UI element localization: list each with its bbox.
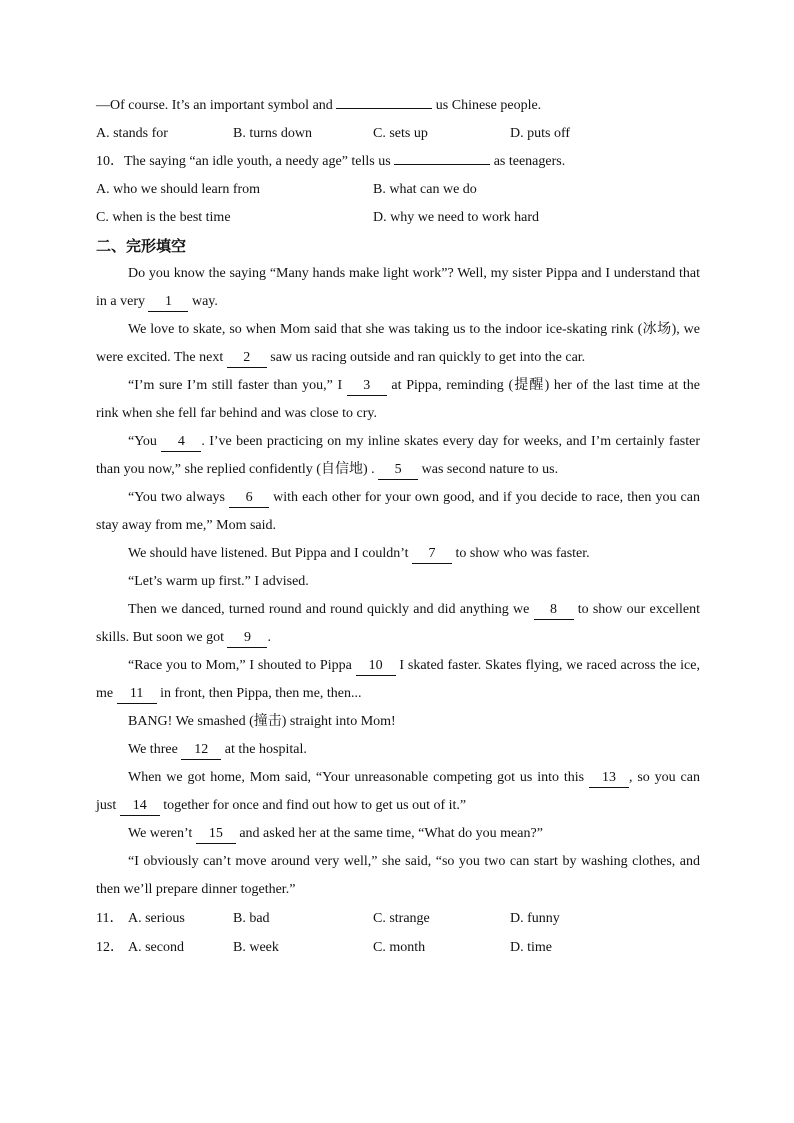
passage-paragraph-11	[96, 736, 700, 764]
cloze-blank-13[interactable]: 13	[589, 769, 629, 788]
passage-text: When we got home, Mom said, “Your unreasonable competing got us into this	[128, 770, 589, 785]
cloze-blank-15[interactable]: 15	[196, 825, 236, 844]
q12-options	[96, 933, 700, 962]
passage-paragraph-10	[96, 708, 700, 736]
cloze-blank-6[interactable]: 6	[229, 489, 269, 508]
q11-option-c[interactable]: C. strange	[373, 911, 430, 926]
q9-options	[96, 120, 700, 148]
q9-option-b[interactable]: B. turns down	[233, 126, 312, 141]
cloze-blank-10[interactable]: 10	[356, 657, 396, 676]
passage-paragraph-7	[96, 568, 700, 596]
passage-text: with each other for your own good, and if you decide to race, then you can stay away from me,” Mom said.	[96, 490, 700, 533]
q9-option-a[interactable]: A. stands for	[96, 126, 168, 141]
q10-blank[interactable]	[394, 149, 490, 165]
q12-option-a[interactable]: A. second	[128, 940, 184, 955]
passage-text: “I obviously can’t move around very well,” she said, “so you two can start by washing clothes, and then we’ll prepare dinner together.”	[96, 854, 700, 897]
passage-text: way.	[188, 294, 218, 309]
passage-text: .	[267, 630, 271, 645]
passage-text: “You two always	[128, 490, 230, 505]
passage-text: , so you can just	[96, 770, 700, 813]
passage-paragraph-6	[96, 540, 700, 568]
passage-text: “I’m sure I’m still faster than you,” I	[128, 378, 347, 393]
q10-question	[96, 148, 700, 176]
cloze-blank-11[interactable]: 11	[117, 685, 157, 704]
passage-text: We three	[128, 742, 182, 757]
q11-number: 11．	[96, 911, 124, 926]
passage-text: together for once and find out how to get us out of it.”	[159, 798, 467, 813]
passage-text: . I’ve been practicing on my inline skates every day for weeks, and I’m certainly faster than you now,” she replied confidently (自信地) .	[96, 434, 700, 477]
q11-option-d[interactable]: D. funny	[510, 911, 560, 926]
cloze-blank-5[interactable]: 5	[378, 461, 418, 480]
cloze-blank-3[interactable]: 3	[347, 377, 387, 396]
passage-text: We love to skate, so when Mom said that she was taking us to the indoor ice-skating rink (冰场), we were excited. The next	[96, 322, 700, 365]
cloze-blank-12[interactable]: 12	[181, 741, 221, 760]
passage-text: “Race you to Mom,” I shouted to Pippa	[128, 658, 356, 673]
cloze-blank-2[interactable]: 2	[227, 349, 267, 368]
passage-paragraph-8	[96, 596, 700, 652]
q12-option-b[interactable]: B. week	[233, 940, 279, 955]
cloze-blank-4[interactable]: 4	[161, 433, 201, 452]
passage-text: BANG! We smashed (撞击) straight into Mom!	[128, 714, 396, 729]
passage-text: We weren’t	[128, 826, 196, 841]
passage-text: to show who was faster.	[452, 546, 590, 561]
q10-options-row2	[96, 204, 700, 232]
q11-options	[96, 904, 700, 933]
q11-option-a[interactable]: A. serious	[128, 911, 185, 926]
cloze-blank-7[interactable]: 7	[412, 545, 452, 564]
passage-paragraph-9	[96, 652, 700, 708]
q10-option-c[interactable]: C. when is the best time	[96, 210, 231, 225]
cloze-blank-1[interactable]: 1	[148, 293, 188, 312]
passage-text: in front, then Pippa, then me, then...	[156, 686, 362, 701]
passage-paragraph-4	[96, 428, 700, 484]
q10-option-b[interactable]: B. what can we do	[373, 182, 477, 197]
q10-option-d[interactable]: D. why we need to work hard	[373, 210, 540, 225]
q9-option-c[interactable]: C. sets up	[373, 126, 428, 141]
q9-answer-line	[96, 92, 700, 120]
passage-text: at the hospital.	[221, 742, 307, 757]
q10-text-before: The saying “an idle youth, a needy age” tells us	[124, 154, 395, 169]
passage-paragraph-14	[96, 848, 700, 904]
passage-paragraph-5	[96, 484, 700, 540]
passage-paragraph-3	[96, 372, 700, 428]
q9-blank[interactable]	[336, 93, 432, 109]
passage-text: at Pippa, reminding (提醒) her of the last time at the rink when she fell far behind and was close to cry.	[96, 378, 700, 421]
q10-number: 10．	[96, 154, 124, 169]
passage-paragraph-12	[96, 764, 700, 820]
passage-paragraph-13	[96, 820, 700, 848]
passage-text: “You	[128, 434, 162, 449]
q9-option-d[interactable]: D. puts off	[510, 126, 571, 141]
passage-text: and asked her at the same time, “What do you mean?”	[235, 826, 543, 841]
q11-option-b[interactable]: B. bad	[233, 911, 270, 926]
cloze-blank-9[interactable]: 9	[227, 629, 267, 648]
passage-text: We should have listened. But Pippa and I couldn’t	[128, 546, 413, 561]
q10-options-row1	[96, 176, 700, 204]
q10-text-after: as teenagers.	[490, 154, 566, 169]
passage-text: I skated faster. Skates flying, we raced across the ice, me	[96, 658, 700, 701]
q12-option-c[interactable]: C. month	[373, 940, 426, 955]
q9-text-after: us Chinese people.	[432, 98, 542, 113]
q9-text-before: —Of course. It’s an important symbol and	[96, 98, 337, 113]
passage-text: saw us racing outside and ran quickly to get into the car.	[266, 350, 586, 365]
passage-text: “Let’s warm up first.” I advised.	[128, 574, 309, 589]
section-title: 二、完形填空	[96, 237, 187, 255]
passage-paragraph-1	[96, 260, 700, 316]
passage-text: was second nature to us.	[418, 462, 559, 477]
worksheet-page	[96, 92, 700, 962]
q12-option-d[interactable]: D. time	[510, 940, 552, 955]
passage-text: to show our excellent skills. But soon we got	[96, 602, 701, 645]
q12-number: 12．	[96, 940, 124, 955]
passage-text: Do you know the saying “Many hands make light work”? Well, my sister Pippa and I understand that in a very	[96, 266, 700, 309]
passage-paragraph-2	[96, 316, 700, 372]
cloze-blank-14[interactable]: 14	[120, 797, 160, 816]
q10-option-a[interactable]: A. who we should learn from	[96, 182, 261, 197]
cloze-blank-8[interactable]: 8	[534, 601, 574, 620]
passage-text: Then we danced, turned round and round quickly and did anything we	[128, 602, 534, 617]
